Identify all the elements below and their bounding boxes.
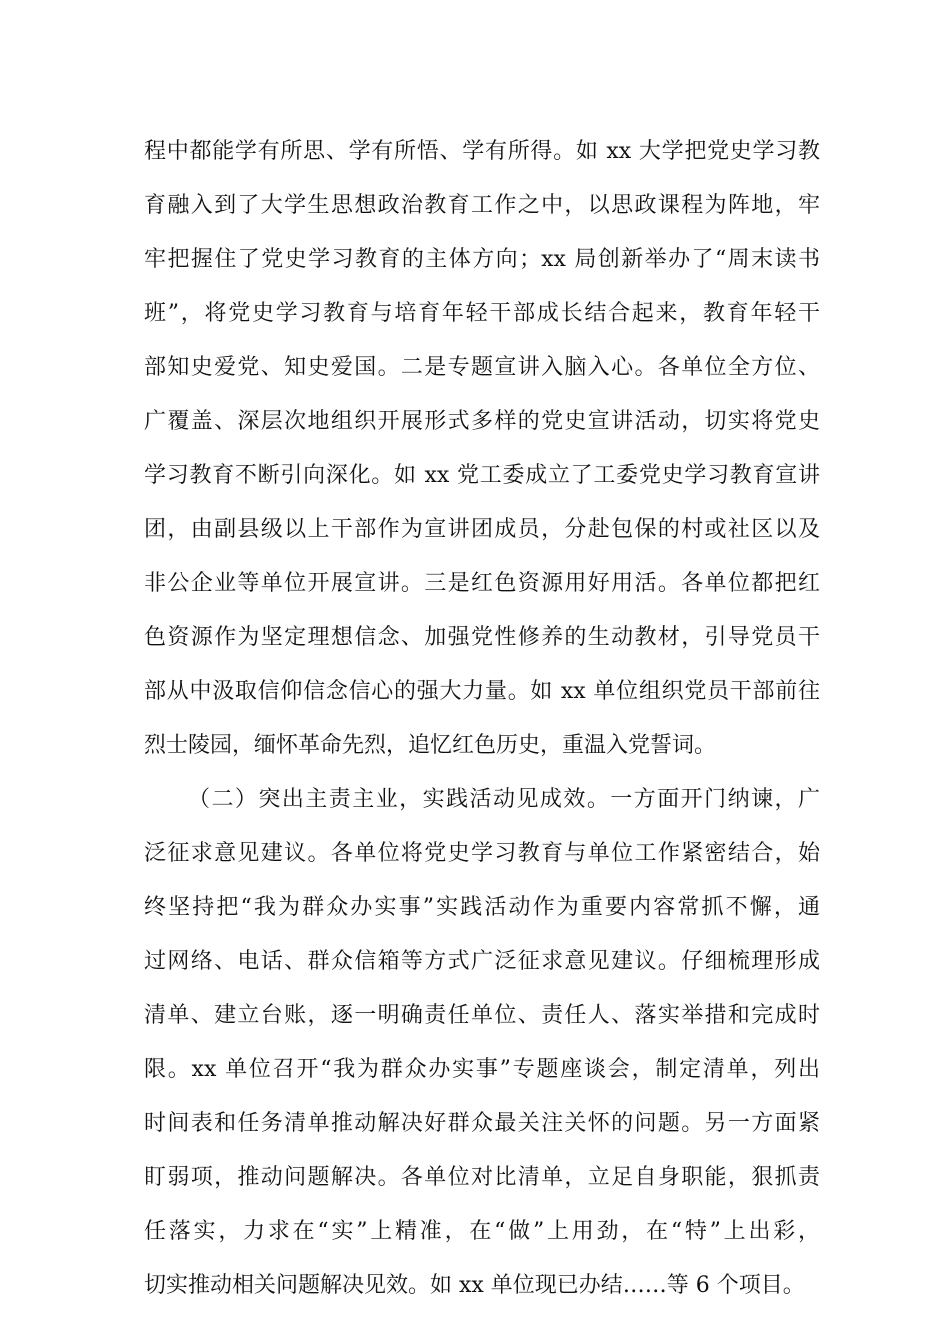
text-line-10: 色资源作为坚定理想信念、加强党性修养的生动教材，引导党员干 — [144, 625, 820, 650]
text-line-4: 班”，将党史学习教育与培育年轻干部成长结合起来，教育年轻干 — [144, 301, 820, 326]
text-line-22: 切实推动相关问题解决见效。如 xx 单位现已办结……等 6 个项目。 — [144, 1273, 805, 1298]
text-line-17: 清单、建立台账，逐一明确责任单位、责任人、落实举措和完成时 — [144, 1003, 820, 1028]
text-line-1: 程中都能学有所思、学有所悟、学有所得。如 xx 大学把党史学习教 — [144, 139, 820, 164]
text-line-3: 牢把握住了党史学习教育的主体方向；xx 局创新举办了“周末读书 — [144, 247, 820, 272]
text-line-20: 盯弱项，推动问题解决。各单位对比清单，立足自身职能，狠抓责 — [144, 1165, 820, 1190]
text-line-14: 泛征求意见建议。各单位将党史学习教育与单位工作紧密结合，始 — [144, 841, 820, 866]
text-line-7: 学习教育不断引向深化。如 xx 党工委成立了工委党史学习教育宣讲 — [144, 463, 820, 488]
text-line-19: 时间表和任务清单推动解决好群众最关注关怀的问题。另一方面紧 — [144, 1111, 820, 1136]
text-line-9: 非公企业等单位开展宣讲。三是红色资源用好用活。各单位都把红 — [144, 571, 820, 596]
text-line-11: 部从中汲取信仰信念信心的强大力量。如 xx 单位组织党员干部前往 — [144, 679, 820, 704]
text-line-15: 终坚持把“我为群众办实事”实践活动作为重要内容常抓不懈，通 — [144, 895, 820, 920]
text-line-12: 烈士陵园，缅怀革命先烈，追忆红色历史，重温入党誓词。 — [144, 733, 717, 758]
text-line-18: 限。xx 单位召开“我为群众办实事”专题座谈会，制定清单，列出 — [144, 1057, 820, 1082]
text-line-8: 团，由副县级以上干部作为宣讲团成员，分赴包保的村或社区以及 — [144, 517, 820, 542]
text-line-6: 广覆盖、深层次地组织开展形式多样的党史宣讲活动，切实将党史 — [144, 409, 820, 434]
text-line-5: 部知史爱党、知史爱国。二是专题宣讲入脑入心。各单位全方位、 — [144, 355, 820, 380]
text-line-21: 任落实，力求在“实”上精准，在“做”上用劲，在“特”上出彩， — [144, 1219, 820, 1244]
text-line-16: 过网络、电话、群众信箱等方式广泛征求意见建议。仔细梳理形成 — [144, 949, 820, 974]
text-line-13: （二）突出主责主业，实践活动见成效。一方面开门纳谏，广 — [188, 787, 820, 812]
text-line-2: 育融入到了大学生思想政治教育工作之中，以思政课程为阵地，牢 — [144, 193, 820, 218]
